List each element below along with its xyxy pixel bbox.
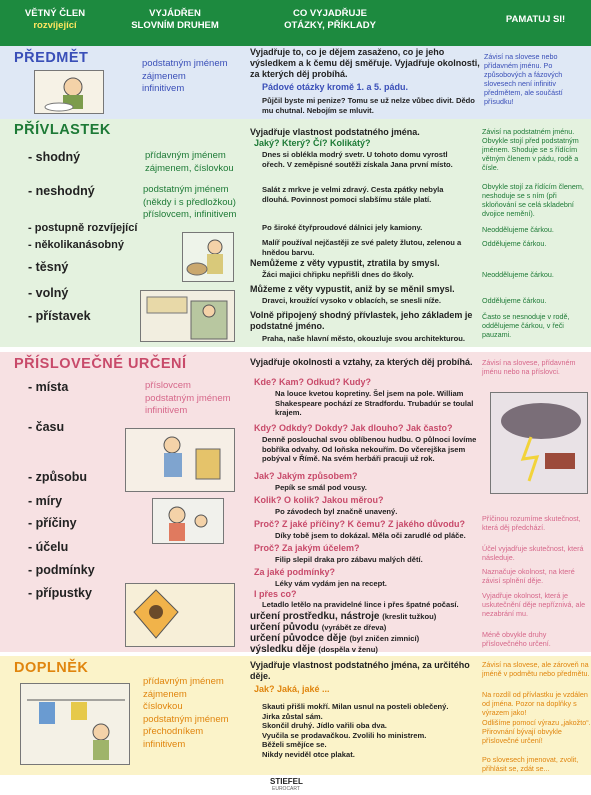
privlastek-note: Obvykle stojí za řídícím členem, neshoduje se s ním (při skloňování se celá skladební dvojice nemění).	[482, 182, 584, 218]
urceni-kinds: příslovcem podstatným jménem infinitivem	[145, 380, 231, 416]
footer-sub: EUROCART	[272, 786, 300, 792]
urceni-example-zpusobu: Pepík se smál pod vousy.	[275, 483, 367, 492]
doplnek-note: Na rozdíl od přívlastku je vzdálen od jména. Pozor na doplňky s výrazem jako!	[482, 690, 588, 717]
privlastek-item: - těsný	[28, 260, 69, 274]
privlastek-note: Závisí na podstatném jménu. Obvykle stojí před podstatným jménem. Shoduje se s řídícím větným členem v pádu, rodě a čísle.	[482, 127, 579, 172]
urceni-note: Méně obvykle druhy příslovečného určení.	[482, 630, 551, 648]
header-col3: CO VYJADŘUJE OTÁZKY, PŘÍKLADY	[284, 8, 376, 31]
privlastek-question: Jaký? Který? Čí? Kolikátý?	[254, 138, 371, 148]
urceni-item: - místa	[28, 380, 69, 394]
predmet-illustration	[34, 70, 104, 114]
doplnek-note: Po slovesech jmenovat, zvolit, přihlásit se, zdát se...	[482, 755, 579, 773]
privlastek-item: - několikanásobný	[28, 239, 124, 251]
urceni-note: Závisí na slovese, přídavném jménu nebo na příslovci.	[482, 358, 576, 376]
urceni-question-podminky: Za jaké podmínky?	[254, 567, 336, 577]
urceni-question-priciny: Proč? Z jaké příčiny? K čemu? Z jakého důvodu?	[254, 519, 466, 529]
urceni-question-casu: Kdy? Odkdy? Dokdy? Jak dlouho? Jak často?	[254, 423, 453, 433]
urceni-question-zpusobu: Jak? Jakým způsobem?	[254, 471, 358, 481]
footer	[0, 775, 591, 795]
urceni-description: Vyjadřuje okolnosti a vztahy, za kterých děj probíhá.	[250, 357, 473, 367]
family-illustration	[152, 498, 224, 544]
storm-illustration	[490, 392, 588, 494]
privlastek-volny: Můžeme z věty vypustit, aniž by se měnil smysl.	[250, 284, 455, 294]
urceni-extra: určení původu (vyrábět ze dřeva)	[250, 622, 387, 633]
urceni-item: - podmínky	[28, 563, 95, 577]
doplnek-description: Vyjadřuje vlastnost podstatného jména, za určitého děje.	[250, 660, 470, 681]
predmet-kinds: podstatným jménem zájmenem infinitivem	[142, 58, 228, 94]
privlastek-item: - neshodný	[28, 184, 95, 198]
privlastek-note: Neoddělujeme čárkou.	[482, 270, 554, 279]
privlastek-examples-shodny: Dnes si oblékla modrý svetr. U tohoto domu vyrostl ořech. V zeměpisné soutěži získala Jana první místo.	[262, 150, 453, 169]
predmet-title: PŘEDMĚT	[14, 50, 89, 66]
privlastek-examples-neshodny: Salát z mrkve je velmi zdravý. Cesta zpátky nebyla dlouhá. Povinnost pomoci slabšímu stále platí.	[262, 185, 444, 204]
urceni-question-pripustky: I přes co?	[254, 589, 297, 599]
header-col2: VYJÁDŘEN SLOVNÍM DRUHEM	[131, 8, 219, 31]
urceni-question-ucelu: Proč? Za jakým účelem?	[254, 543, 360, 553]
header-col4: PAMATUJ SI!	[505, 14, 566, 25]
urceni-item: - příčiny	[28, 516, 77, 530]
predmet-description: Vyjadřuje to, co je dějem zasaženo, co je jeho výsledkem a k čemu děj směřuje. Vyjadřuje okolnosti, za kterých děj probíhá.	[250, 47, 480, 79]
urceni-extra: určení původce děje (byl zničen zimnicí)	[250, 633, 420, 644]
urceni-item: - přípustky	[28, 586, 92, 600]
clothesline-illustration	[20, 683, 130, 765]
privlastek-note: Oddělujeme čárkou.	[482, 296, 547, 305]
urceni-note: Naznačuje okolnost, na které závisí splnění děje.	[482, 567, 575, 585]
urceni-item: - míry	[28, 494, 63, 508]
header-col1: VĚTNÝ ČLEN rozvíjející	[24, 8, 86, 31]
header-bar	[0, 0, 591, 46]
privlastek-item: - postupně rozvíjející	[28, 222, 138, 234]
doplnek-note: Závisí na slovese, ale zároveň na jméně v podmětu nebo předmětu.	[482, 660, 590, 678]
privlastek-note: Oddělujeme čárkou.	[482, 239, 547, 248]
privlastek-description: Vyjadřuje vlastnost podstatného jména.	[250, 127, 420, 137]
doplnek-examples: Skauti přišli mokří. Milan usnul na posteli oblečený. Jirka zůstal sám. Skončil druhý. Jídlo vařili oba dva. Vyučila se prodavačkou. Zvolili ho ministrem. Běželi smějíce se. Nikdy neviděl otce plakat.	[262, 702, 449, 759]
urceni-question-mista: Kde? Kam? Odkud? Kudy?	[254, 377, 371, 387]
privlastek-item: - přístavek	[28, 309, 91, 323]
privlastek-example-postupne: Po široké čtyřproudové dálnici jely kamiony.	[262, 223, 423, 232]
urceni-example-priciny: Díky tobě jsem to dokázal. Měla oči zarudlé od pláče.	[275, 531, 466, 540]
privlastek-tesny: Nemůžeme z věty vypustit, ztratila by smysl.	[250, 258, 440, 268]
urceni-item: - účelu	[28, 540, 69, 554]
privlastek-item: - shodný	[28, 150, 81, 164]
privlastek-title: PŘÍVLASTEK	[14, 122, 111, 138]
doplnek-title: DOPLNĚK	[14, 660, 89, 676]
urceni-note: Příčinou rozumíme skutečnost, která děj předchází.	[482, 514, 581, 532]
privlastek-volny-example: Dravci, kroužící vysoko v oblacích, se snesli níže.	[262, 296, 441, 305]
school-illustration	[140, 290, 235, 342]
urceni-title: PŘÍSLOVEČNÉ URČENÍ	[14, 356, 187, 372]
privlastek-tesny-example: Žáci majici chřipku nepřišli dnes do školy.	[262, 270, 414, 279]
urceni-extra-list	[250, 611, 436, 655]
urceni-item: - způsobu	[28, 470, 88, 484]
doplnek-question: Jak? Jaká, jaké ...	[254, 684, 330, 694]
urceni-example-ucelu: Filip slepil draka pro zábavu malých dětí.	[275, 555, 423, 564]
painter-illustration	[182, 232, 234, 282]
urceni-question-miry: Kolik? O kolik? Jakou měrou?	[254, 495, 384, 505]
footer-brand: STIEFEL	[270, 777, 303, 786]
urceni-note: Účel vyjadřuje skutečnost, která následuje.	[482, 544, 584, 562]
urceni-example-pripustky: Letadlo letělo na pravidelné lince i přes špatné počasí.	[262, 600, 459, 609]
urceni-example-mista: Na louce kvetou kopretiny. Šel jsem na pole. William Shakespeare pochází ze Stradfordu. Trubadúr se toulal krajem.	[275, 389, 474, 417]
privlastek-note: Často se nesnoduje v rodě, oddělujeme čárkou, v řeči pauzami.	[482, 312, 570, 339]
urceni-example-podminky: Léky vám vydám jen na recept.	[275, 579, 387, 588]
urceni-example-miry: Po závodech byl značně unavený.	[275, 507, 398, 516]
privlastek-example-nekolikanasobny: Malíř používal nejčastěji ze své palety žlutou, zelenou a hnědou barvu.	[262, 238, 462, 257]
privlastek-kinds-neshodny: podstatným jménem (někdy i s předložkou) příslovcem, infinitivem	[143, 184, 237, 220]
kite-illustration	[125, 583, 235, 647]
doplnek-note: Odlišíme pomocí výrazu „jakožto“. Přirovnání bývají obvykle příslovečné určení!	[482, 718, 591, 745]
mailbox-illustration	[125, 428, 235, 492]
privlastek-kinds-shodny: přídavným jménem zájmenem, číslovkou	[145, 150, 234, 174]
privlastek-pristavek-example: Praha, naše hlavní město, okouzluje svou architekturou.	[262, 334, 465, 343]
predmet-question: Pádové otázky kromě 1. a 5. pádu.	[262, 82, 409, 92]
privlastek-note: Neoddělujeme čárkou.	[482, 225, 554, 234]
urceni-note: Vyjadřuje okolnost, která je uskutečnění děje nepříznivá, ale nezabrání mu.	[482, 591, 586, 618]
predmet-examples: Půjčil byste mi penize? Tomu se už nelze vůbec divit. Dědo mu chutnal. Nebojím se mluvit.	[262, 96, 475, 115]
urceni-extra: určení prostředku, nástroje (kreslit tužkou)	[250, 611, 437, 622]
urceni-extra: výsledku děje (dospěla v ženu)	[250, 644, 378, 655]
urceni-example-casu: Denně poslouchal svou oblíbenou hudbu. O půlnoci lovíme bobříka odvahy. Od loňska nekouřím. Do včerejška jsem pobýval v Římě. Na svém herbáři pracuji už rok.	[262, 435, 477, 463]
urceni-item: - času	[28, 420, 65, 434]
privlastek-pristavek: Volně připojený shodný přívlastek, jeho základem je podstatné jméno.	[250, 310, 473, 331]
predmet-note: Závisí na slovese nebo přídavném jménu. Po způsobových a fázových slovesech není infinitiv předmětem, ale součástí přísudku!	[484, 52, 563, 106]
privlastek-item: - volný	[28, 286, 69, 300]
doplnek-kinds: přídavným jménem zájmenem číslovkou podstatným jménem přechodníkem infinitivem	[143, 676, 229, 750]
